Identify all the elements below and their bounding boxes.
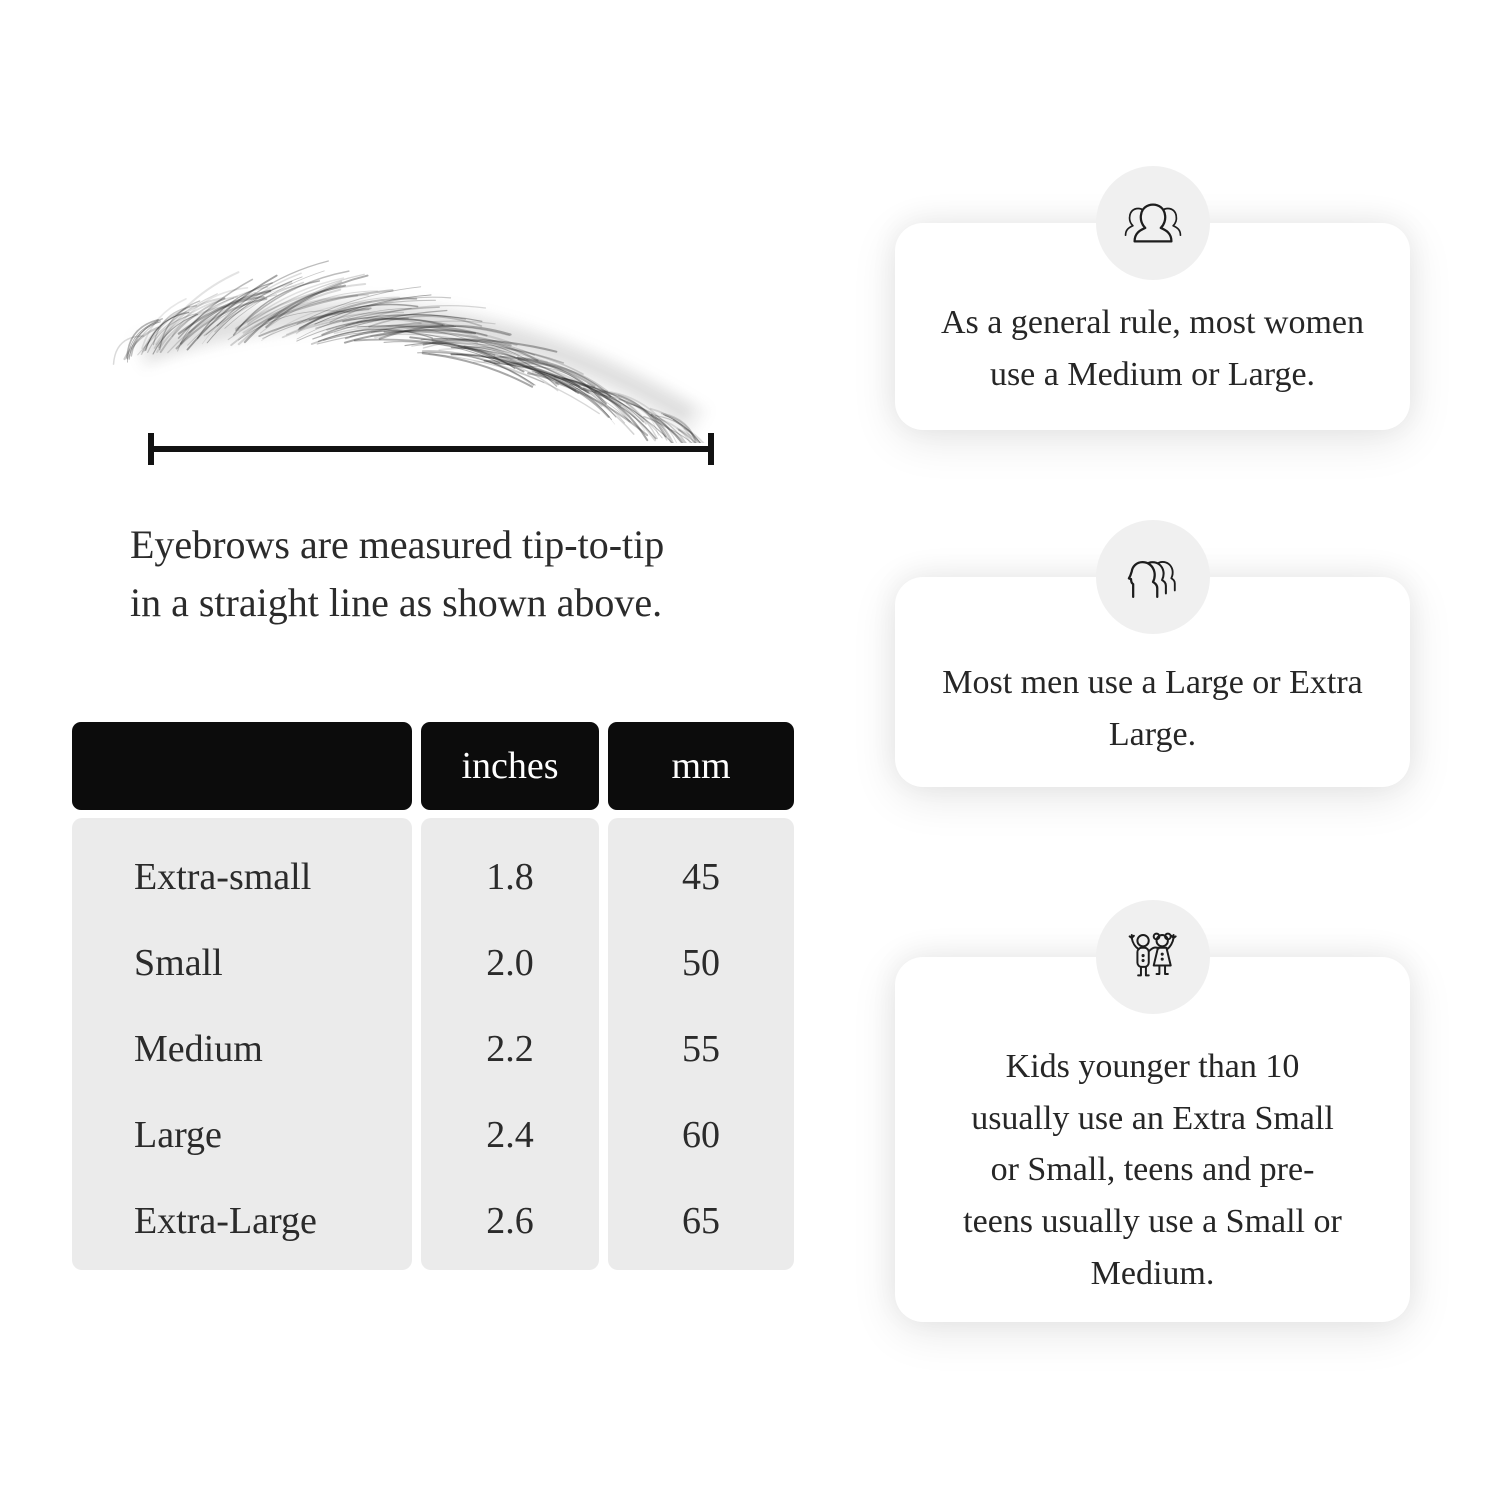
table-rows [72, 818, 794, 1264]
table-body [72, 818, 794, 1270]
icon-circle [1096, 900, 1210, 1014]
women-group-icon [1119, 189, 1187, 257]
size-label: Small [134, 942, 223, 984]
inches-value: 2.0 [486, 942, 534, 984]
info-card-women [895, 223, 1410, 430]
size-label: Large [134, 1114, 222, 1156]
size-label: Extra-Large [134, 1200, 317, 1242]
size-label: Extra-small [134, 856, 312, 898]
icon-circle [1096, 166, 1210, 280]
measure-line-right-cap [708, 433, 714, 465]
kids-icon [1119, 923, 1187, 991]
info-card-kids [895, 957, 1410, 1322]
mm-value: 55 [682, 1028, 720, 1070]
measurement-caption [130, 516, 770, 632]
tip-to-tip-measure-line [148, 433, 714, 465]
table-row [72, 834, 794, 920]
card-text: Kids younger than 10 usually use an Extra Small or Small, teens and pre-teens usually use a Small or Medium. [963, 1048, 1342, 1292]
size-label: Medium [134, 1028, 263, 1070]
inches-value: 1.8 [486, 856, 534, 898]
inches-value: 2.4 [486, 1114, 534, 1156]
header-cell-inches: inches [421, 722, 599, 810]
eyebrow-sketch-svg [112, 248, 720, 443]
caption-line-1: Eyebrows are measured tip-to-tip [130, 522, 665, 567]
table-row [72, 1178, 794, 1264]
table-header-row [72, 722, 794, 810]
icon-circle [1096, 520, 1210, 634]
inches-value: 2.2 [486, 1028, 534, 1070]
mm-value: 50 [682, 942, 720, 984]
men-group-icon [1119, 543, 1187, 611]
measure-line-bar [154, 446, 708, 452]
card-text: Most men use a Large or Extra Large. [942, 664, 1363, 753]
header-cell-mm: mm [608, 722, 794, 810]
mm-value: 60 [682, 1114, 720, 1156]
table-row [72, 1006, 794, 1092]
table-row [72, 920, 794, 1006]
header-cell-size [72, 722, 412, 810]
info-card-men [895, 577, 1410, 787]
table-row [72, 1092, 794, 1178]
eyebrow-illustration [112, 248, 720, 443]
mm-value: 65 [682, 1200, 720, 1242]
size-chart-table [72, 722, 794, 1270]
caption-line-2: in a straight line as shown above. [130, 580, 663, 625]
card-text: As a general rule, most women use a Medium or Large. [941, 304, 1364, 393]
inches-value: 2.6 [486, 1200, 534, 1242]
mm-value: 45 [682, 856, 720, 898]
